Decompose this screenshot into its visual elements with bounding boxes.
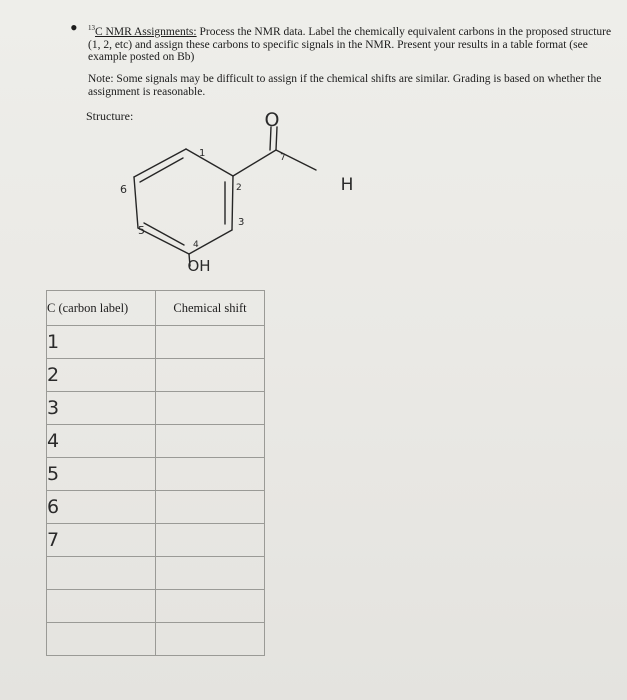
ring-bond-6-1 (134, 149, 186, 177)
carbon-number-7: 7 (280, 153, 286, 163)
carbon-number-3: 3 (238, 217, 245, 228)
ring-bond-4-5 (138, 228, 189, 254)
structure-label: Structure: (86, 109, 134, 123)
ring-bond-2-3 (232, 176, 233, 230)
carbon-cell[interactable]: 1 (47, 326, 156, 359)
carbon-number-6: 6 (120, 183, 127, 196)
shift-cell[interactable] (156, 425, 265, 458)
oxygen-label: O (264, 109, 280, 131)
table-row (47, 557, 265, 590)
aldehyde-bond (233, 150, 276, 176)
shift-cell[interactable] (156, 458, 265, 491)
section-title: C NMR Assignments: (95, 26, 197, 38)
shift-cell[interactable] (156, 326, 265, 359)
table-row (47, 458, 265, 491)
carbon-number-5: 5 (138, 224, 145, 237)
carbon-cell[interactable] (47, 623, 156, 656)
carbon-cell[interactable]: 5 (47, 458, 156, 491)
table-row (47, 425, 265, 458)
header-chemical-shift: Chemical shift (156, 291, 265, 326)
hydrogen-label: H (340, 175, 354, 195)
shift-cell[interactable] (156, 623, 265, 656)
shift-cell[interactable] (156, 359, 265, 392)
table-row (47, 590, 265, 623)
table-row (47, 326, 265, 359)
carbon-cell[interactable] (47, 590, 156, 623)
bullet: • (70, 15, 78, 40)
carbon-cell[interactable]: 3 (47, 392, 156, 425)
table-row (47, 359, 265, 392)
table-row (47, 623, 265, 656)
table-header-row (47, 291, 265, 326)
shift-cell[interactable] (156, 491, 265, 524)
table-row (47, 392, 265, 425)
shift-cell[interactable] (156, 590, 265, 623)
shift-cell[interactable] (156, 524, 265, 557)
shift-cell[interactable] (156, 557, 265, 590)
carbon-number-4: 4 (193, 240, 199, 250)
carbon-cell[interactable]: 4 (47, 425, 156, 458)
note-paragraph: Note: Some signals may be difficult to assign if the chemical shifts are similar. Grading is based on whether the assignment is reasonable. (88, 73, 602, 98)
assignment-table (46, 290, 265, 656)
carbon-number-1: 1 (199, 148, 206, 159)
carbon-cell[interactable]: 6 (47, 491, 156, 524)
molecule-structure-drawing (0, 0, 627, 290)
ring-bond-1-2 (186, 149, 233, 176)
hydroxyl-label: OH (187, 257, 211, 275)
ring-bond-5-6 (134, 177, 138, 228)
isotope-superscript: 13 (88, 24, 95, 33)
carbon-cell[interactable]: 2 (47, 359, 156, 392)
shift-cell[interactable] (156, 392, 265, 425)
carbon-cell[interactable]: 7 (47, 524, 156, 557)
table-row (47, 524, 265, 557)
carbon-cell[interactable] (47, 557, 156, 590)
instructions-text: Process the NMR data. Label the chemically equivalent carbons in the proposed structure (1, 2, etc) and assign these carbons to specific signals in the NMR. Present your results in a table format (see example posted on Bb) (88, 26, 612, 64)
table-row (47, 491, 265, 524)
carbon-number-2: 2 (236, 183, 242, 193)
header-carbon-label: C (carbon label) (47, 291, 156, 326)
